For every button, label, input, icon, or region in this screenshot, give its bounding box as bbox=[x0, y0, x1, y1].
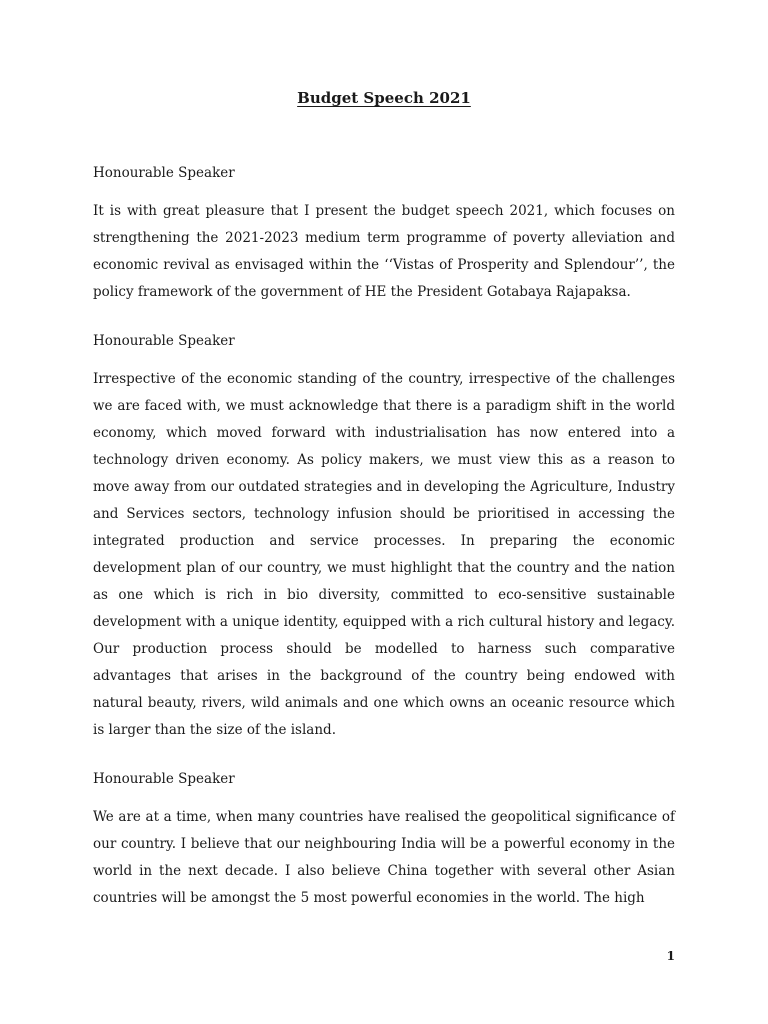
salutation-2: Honourable Speaker bbox=[93, 333, 235, 349]
document-body bbox=[93, 160, 675, 934]
paragraph-1: It is with great pleasure that I present the budget speech 2021, which focuses on strengthening the 2021-2023 medium term programme of poverty alleviation and economic revival as envisaged within the ‘‘Vistas of Prosperity and Splendour’’, the policy framework of the government of HE the President Gotabaya Rajapaksa. bbox=[93, 203, 675, 300]
salutation-1: Honourable Speaker bbox=[93, 165, 235, 181]
page-title bbox=[0, 88, 768, 108]
paragraph-2: Irrespective of the economic standing of the country, irrespective of the challenges we are faced with, we must acknowledge that there is a paradigm shift in the world economy, which moved forward with industrialisation has now entered into a technology driven economy. As policy makers, we must view this as a reason to move away from our outdated strategies and in developing the Agriculture, Industry and Services sectors, technology infusion should be prioritised in accessing the integrated production and service processes. In preparing the economic development plan of our country, we must highlight that the country and the nation as one which is rich in bio diversity, committed to eco-sensitive sustainable development with a unique identity, equipped with a rich cultural history and legacy. Our production process should be modelled to harness such comparative advantages that arises in the background of the country being endowed with natural beauty, rivers, wild animals and one which owns an oceanic resource which is larger than the size of the island. bbox=[93, 371, 675, 738]
paragraph-3: We are at a time, when many countries have realised the geopolitical significance of our country. I believe that our neighbouring India will be a powerful economy in the world in the next decade. I also believe China together with several other Asian countries will be amongst the 5 most powerful economies in the world. The high bbox=[93, 809, 675, 906]
page-number: 1 bbox=[666, 949, 675, 963]
salutation-3: Honourable Speaker bbox=[93, 771, 235, 787]
page-title-text: Budget Speech 2021 bbox=[297, 89, 471, 107]
